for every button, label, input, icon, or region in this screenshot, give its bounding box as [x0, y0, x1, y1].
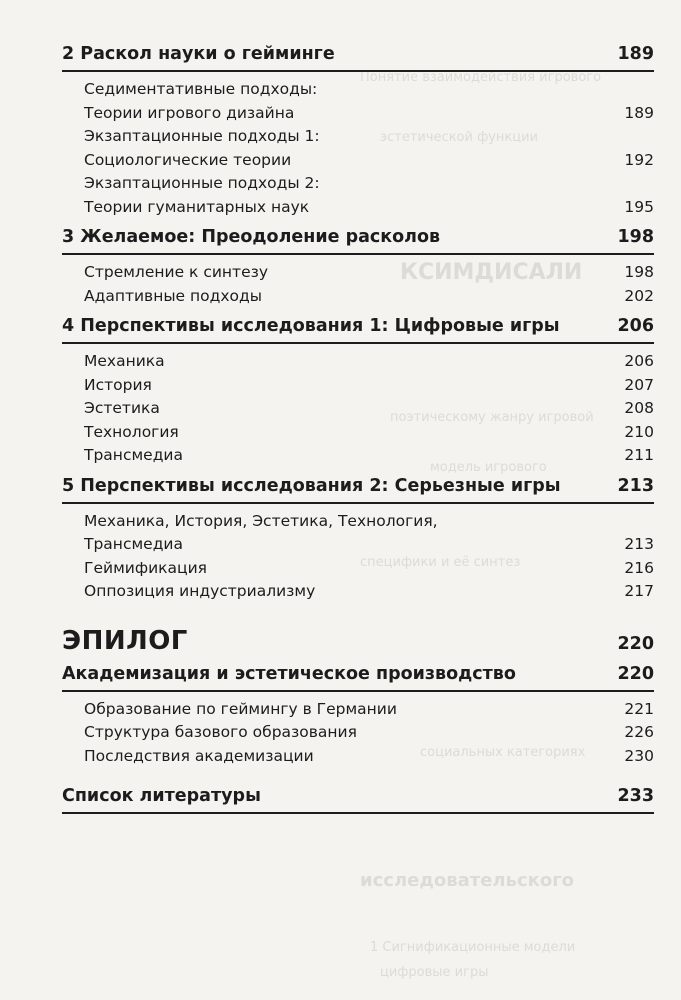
chapter-section — [62, 223, 654, 308]
toc-entry[interactable] — [84, 721, 654, 745]
toc-entry-label: Оппозиция индустриализму — [84, 582, 316, 600]
toc-entry-label: Последствия академизации — [84, 746, 314, 765]
toc-entry-label: Экзаптационные подходы 2: — [84, 174, 320, 192]
toc-entry-page: 221 — [624, 699, 654, 718]
toc-entry-page: 211 — [624, 446, 654, 464]
toc-entry-page: 195 — [624, 197, 654, 216]
toc-entry[interactable] — [84, 261, 654, 285]
bibliography-page: 233 — [617, 786, 654, 806]
chapter-page: 189 — [617, 44, 654, 64]
toc-entry-label: Трансмедиа — [84, 446, 183, 464]
chapter-page: 198 — [617, 227, 654, 247]
toc-entry-label: Седиментативные подходы: — [84, 80, 318, 98]
chapter-title: 3 Желаемое: Преодоление расколов — [62, 227, 441, 247]
chapter-title: 4 Перспективы исследования 1: Цифровые игры — [62, 316, 560, 336]
toc-entry[interactable] — [84, 374, 654, 398]
toc-entry[interactable] — [84, 421, 654, 445]
toc-entry[interactable] — [84, 172, 654, 196]
toc-entry-page: 202 — [624, 286, 654, 305]
toc-entry-label: Стремление к синтезу — [84, 263, 269, 281]
chapter-page: 206 — [617, 316, 654, 336]
toc-entry[interactable] — [84, 444, 654, 468]
chapter-heading[interactable] — [62, 472, 654, 504]
toc-entry-label: Структура базового образования — [84, 723, 357, 741]
toc-entry-page: 226 — [624, 723, 654, 741]
toc-entry-label: Теории гуманитарных наук — [84, 197, 310, 216]
chapter-page: 220 — [617, 663, 654, 684]
toc-entry-label: Эстетика — [84, 399, 160, 417]
toc-entry-label: Механика, История, Эстетика, Технология, — [84, 511, 438, 530]
chapter-title: Академизация и эстетическое производство — [62, 663, 516, 684]
chapter-section — [62, 660, 654, 769]
toc-entry[interactable] — [84, 149, 654, 173]
toc-entry-page: 207 — [624, 375, 654, 394]
table-of-contents — [62, 40, 654, 814]
toc-entry-page: 216 — [624, 558, 654, 577]
toc-entry[interactable] — [84, 533, 654, 557]
toc-entry[interactable] — [84, 102, 654, 126]
toc-entry-page: 210 — [624, 422, 654, 441]
chapter-title: 2 Раскол науки о гейминге — [62, 44, 335, 64]
chapter-title: 5 Перспективы исследования 2: Серьезные игры — [62, 475, 561, 496]
toc-entry-label: Технология — [84, 422, 179, 441]
toc-entry-page: 208 — [624, 399, 654, 417]
toc-entry[interactable] — [84, 285, 654, 309]
chapter-heading[interactable] — [62, 40, 654, 72]
chapter-heading[interactable] — [62, 660, 654, 692]
chapter-section — [62, 472, 654, 604]
chapter-section — [62, 40, 654, 219]
toc-entry-label: Социологические теории — [84, 150, 292, 169]
chapter-page: 213 — [617, 475, 654, 496]
toc-entry-label: История — [84, 375, 152, 394]
toc-entry-page: 189 — [624, 103, 654, 122]
toc-entry[interactable] — [84, 698, 654, 722]
toc-entry[interactable] — [84, 580, 654, 604]
toc-entry[interactable] — [84, 510, 654, 534]
toc-entry-page: 198 — [624, 263, 654, 281]
toc-entry[interactable] — [84, 397, 654, 421]
chapter-section — [62, 312, 654, 468]
chapter-heading[interactable] — [62, 312, 654, 344]
toc-entry-label: Геймификация — [84, 558, 207, 577]
toc-entry-page: 206 — [624, 352, 654, 370]
epilog-page: 220 — [617, 633, 654, 654]
toc-entry[interactable] — [84, 78, 654, 102]
toc-entry-label: Экзаптационные подходы 1: — [84, 127, 320, 145]
toc-entry-label: Образование по геймингу в Германии — [84, 699, 397, 718]
toc-entry-label: Теории игрового дизайна — [84, 103, 295, 122]
toc-entry-label: Адаптивные подходы — [84, 286, 262, 305]
toc-entry[interactable] — [84, 745, 654, 769]
toc-entry[interactable] — [84, 350, 654, 374]
toc-entry-label: Механика — [84, 352, 165, 370]
toc-entry-page: 192 — [624, 150, 654, 169]
epilog-heading[interactable] — [62, 618, 654, 656]
toc-entry[interactable] — [84, 125, 654, 149]
toc-entry-label: Трансмедиа — [84, 535, 183, 553]
toc-entry[interactable] — [84, 196, 654, 220]
epilog-title: ЭПИЛОГ — [62, 625, 188, 656]
toc-entry[interactable] — [84, 557, 654, 581]
toc-entry-page: 213 — [624, 535, 654, 553]
bibliography-heading[interactable] — [62, 782, 654, 814]
toc-entry-page: 230 — [624, 746, 654, 765]
chapter-heading[interactable] — [62, 223, 654, 255]
toc-entry-page: 217 — [624, 582, 654, 600]
bibliography-title: Список литературы — [62, 786, 261, 806]
